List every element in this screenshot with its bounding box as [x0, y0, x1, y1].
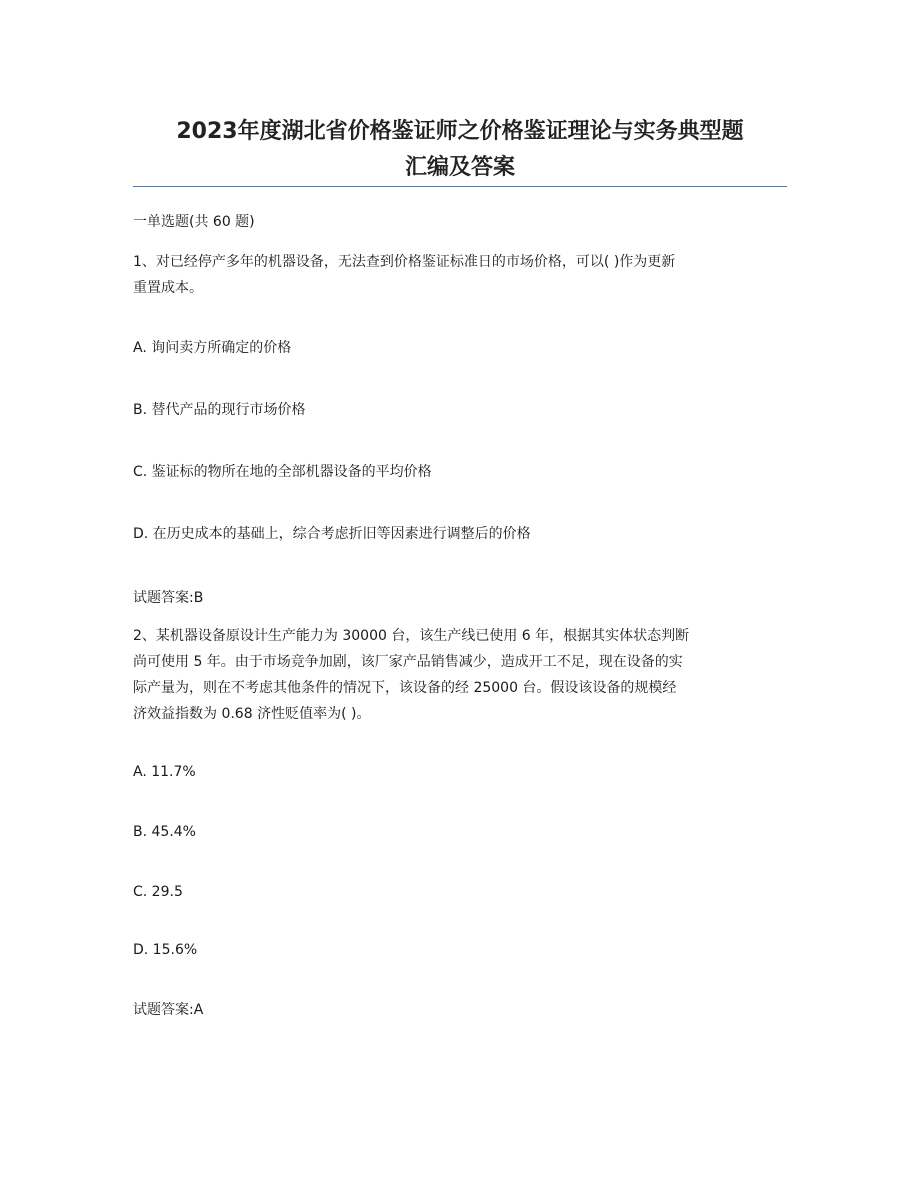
question-2-option-d: D. 15.6% — [133, 942, 198, 958]
question-2-text-line-1: 2、某机器设备原设计生产能力为 30000 台，该生产线已使用 6 年，根据其实体状态判断 — [133, 628, 690, 644]
question-2-text-line-4: 济效益指数为 0.68 济性贬值率为( )。 — [133, 706, 371, 722]
question-2-option-a: A. 11.7% — [133, 764, 196, 780]
question-2-option-c: C. 29.5 — [133, 884, 183, 900]
title-divider — [133, 186, 787, 187]
section-heading: 一单选题(共 60 题) — [133, 214, 255, 230]
question-1-text-line-2: 重置成本。 — [133, 280, 203, 296]
document-title-line-2: 汇编及答案 — [404, 155, 515, 180]
question-2-text-line-2: 尚可使用 5 年。由于市场竞争加剧，该厂家产品销售减少，造成开工不足，现在设备的实 — [133, 654, 683, 670]
question-1-option-a: A. 询问卖方所确定的价格 — [133, 340, 292, 356]
question-1-option-b: B. 替代产品的现行市场价格 — [133, 402, 306, 418]
question-2-text-line-3: 际产量为，则在不考虑其他条件的情况下，该设备的经 25000 台。假设该设备的规模经 — [133, 680, 677, 696]
question-2-answer: 试题答案:A — [133, 1002, 204, 1018]
document-title-line-1: 2023年度湖北省价格鉴证师之价格鉴证理论与实务典型题 — [176, 119, 744, 144]
question-1-text-line-1: 1、对已经停产多年的机器设备，无法查到价格鉴证标准日的市场价格，可以( )作为更新 — [133, 254, 676, 270]
question-1-answer: 试题答案:B — [133, 590, 204, 606]
question-1-option-c: C. 鉴证标的物所在地的全部机器设备的平均价格 — [133, 464, 432, 480]
question-2-option-b: B. 45.4% — [133, 824, 196, 840]
question-1-option-d: D. 在历史成本的基础上，综合考虑折旧等因素进行调整后的价格 — [133, 526, 531, 542]
